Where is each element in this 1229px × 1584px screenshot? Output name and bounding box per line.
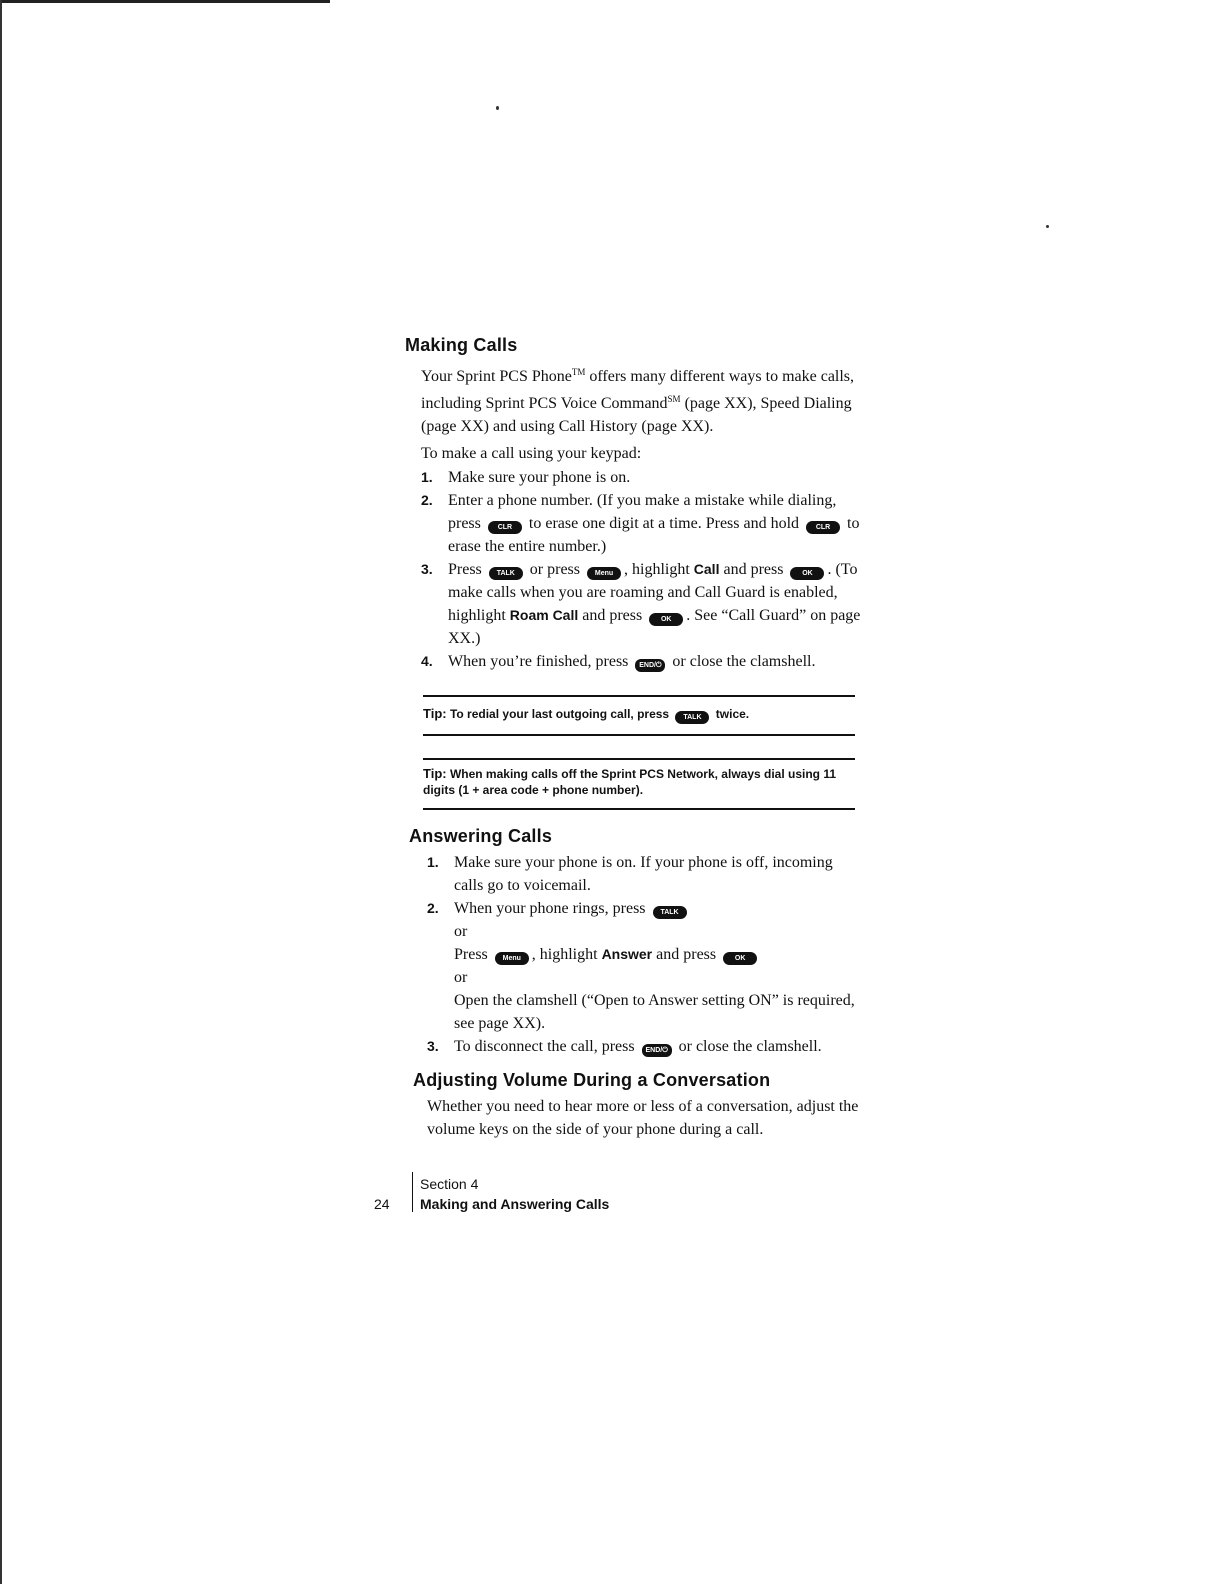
page-number: 24: [374, 1196, 390, 1212]
scan-edge-left: [0, 0, 2, 1584]
list-item: 3. Press TALK or press Menu , highlight Call and press OK . (To make calls when you are roaming and Call Guard is enabled, highlight Roam Call and press OK . See “Call Guard” on page XX.): [421, 561, 861, 647]
footer-title: Making and Answering Calls: [420, 1196, 610, 1212]
end-power-key-icon: END/⏻: [635, 659, 665, 672]
making-calls-intro: Your Sprint PCS Phone™ offers many different ways to make calls, including Sprint PCS Voice Command℠ (page XX), Speed Dialing (page XX) and using Call History (page XX).: [421, 367, 855, 435]
ok-key-icon: OK: [790, 567, 824, 580]
talk-key-icon: TALK: [675, 711, 709, 724]
ok-key-icon: OK: [723, 952, 757, 965]
adjusting-volume-heading: Adjusting Volume During a Conversation: [413, 1070, 771, 1090]
scan-speck: [1046, 225, 1049, 228]
list-item: 4. When you’re finished, press END/⏻ or close the clamshell.: [421, 653, 816, 670]
making-calls-steps: [421, 466, 865, 673]
scan-edge-top: [0, 0, 330, 3]
talk-key-icon: TALK: [653, 906, 687, 919]
list-item: 1. Make sure your phone is on. If your phone is off, incoming calls go to voicemail.: [427, 854, 833, 894]
list-item: 2. When your phone rings, press TALK or Press Menu , highlight Answer and press OK or Open the clamshell (“Open to Answer setting ON” is required, see page XX).: [427, 897, 865, 1035]
menu-key-icon: Menu: [495, 952, 529, 965]
or-text: or: [454, 923, 468, 940]
tip-label: Tip:: [423, 766, 447, 781]
footer-divider: [412, 1172, 413, 1212]
talk-key-icon: TALK: [489, 567, 523, 580]
ok-key-icon: OK: [649, 613, 683, 626]
keypad-intro: To make a call using your keypad:: [421, 445, 642, 462]
answering-calls-steps: [427, 851, 865, 1058]
tip-box-roaming: Tip: When making calls off the Sprint PCS Network, always dial using 11 digits (1 + area code + phone number).: [423, 758, 855, 810]
list-item: 1. Make sure your phone is on.: [421, 469, 631, 486]
tip-box-redial: Tip: To redial your last outgoing call, press TALK twice.: [423, 695, 855, 736]
end-power-key-icon: END/⏻: [642, 1044, 672, 1057]
list-item: 2. Enter a phone number. (If you make a mistake while dialing, press CLR to erase one digit at a time. Press and hold CLR to erase the entire number.): [421, 492, 860, 555]
answering-calls-heading: Answering Calls: [409, 826, 553, 846]
or-text: or: [454, 969, 468, 986]
footer-section: Section 4: [420, 1176, 479, 1192]
making-calls-heading: Making Calls: [405, 335, 518, 355]
scan-speck: [496, 106, 499, 110]
clr-key-icon: CLR: [488, 521, 522, 534]
list-item: 3. To disconnect the call, press END/⏻ or close the clamshell.: [427, 1038, 822, 1055]
page-content: [405, 335, 865, 1141]
clr-key-icon: CLR: [806, 521, 840, 534]
adjusting-volume-text: Whether you need to hear more or less of a conversation, adjust the volume keys on the side of your phone during a call.: [427, 1098, 859, 1138]
menu-key-icon: Menu: [587, 567, 621, 580]
tip-label: Tip:: [423, 706, 447, 721]
